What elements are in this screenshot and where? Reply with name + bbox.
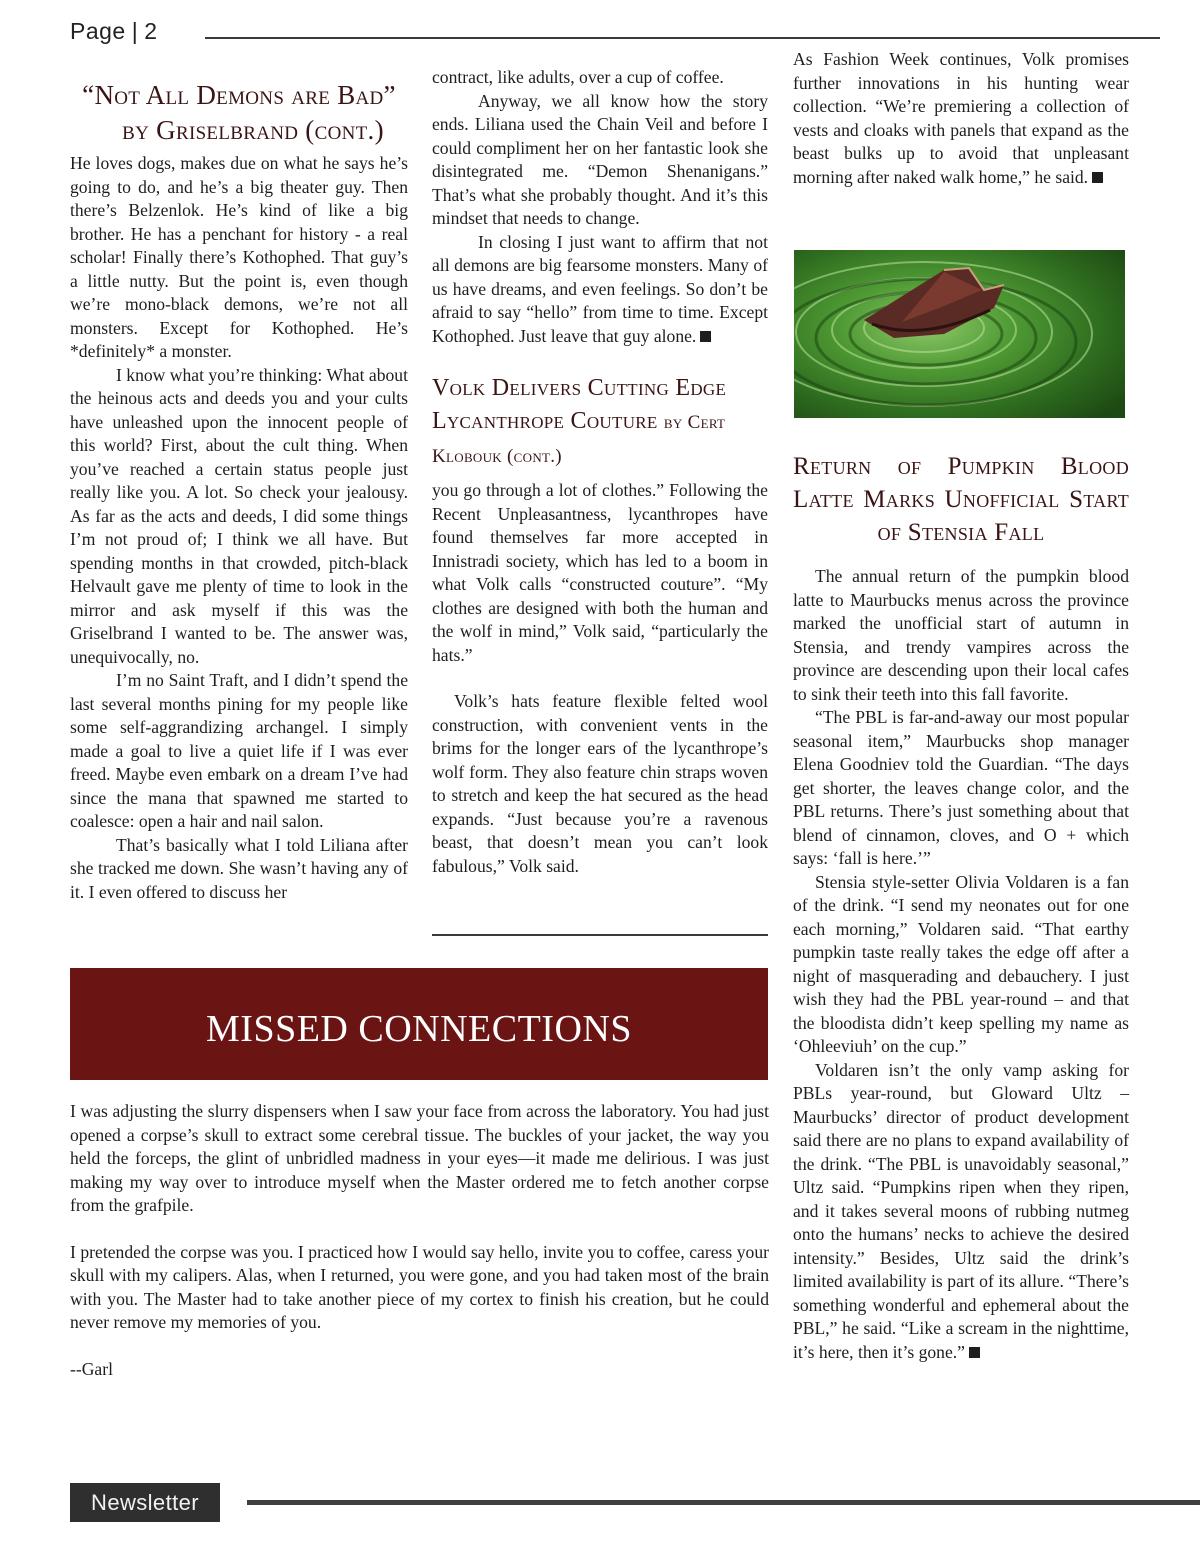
article-demons-byline: by Griselbrand (cont.): [122, 115, 384, 145]
missed-connections-title: MISSED CONNECTIONS: [206, 1008, 632, 1050]
hat-in-water-photo: [794, 250, 1125, 418]
article-pbl-paragraph: “The PBL is far-and-away our most popular seasonal item,” Maurbucks shop manager Elena Goodniev told the Guardian. “The days get shorter, the leaves change color, and the PBL returns. There’s just something about that blend of cinnamon, cloves, and O + which says: ‘fall is here.’”: [793, 707, 1129, 868]
article-demons-paragraph: [432, 231, 768, 349]
article-demons-title: [70, 78, 408, 148]
missed-connections-paragraph: I was adjusting the slurry dispensers when I saw your face from across the laboratory. You had just opened a corpse’s skull to extract some cerebral tissue. The buckles of your jacket, the way you held the forceps, the glint of unbridled madness in your eyes—it made me delirious. I was just making my way over to introduce myself when the Master ordered me to fetch another corpse from the grafpile.: [70, 1101, 769, 1215]
column-divider-rule: [432, 934, 768, 936]
page-label: [70, 18, 158, 45]
missed-connections-signature: --Garl: [70, 1358, 113, 1379]
article-volk-title: [432, 372, 768, 473]
article-demons-title-line1: “Not All Demons are Bad”: [82, 80, 396, 110]
article-volk-byline: by Cert Klobouk (cont.): [432, 412, 726, 467]
article-demons-paragraph: Anyway, we all know how the story ends. Liliana used the Chain Veil and before I could compliment her on her fantastic look she disintegrated me. “Demon Shenanigans.” That’s what she probably thought. And it’s this mindset that needs to change.: [432, 90, 768, 228]
end-mark-icon: [969, 1347, 980, 1358]
article-demons-column: [70, 78, 408, 904]
article-demons-paragraph: contract, like adults, over a cup of coffee.: [432, 67, 724, 87]
article-volk-continued: [793, 48, 1129, 189]
missed-connections-banner: [70, 968, 768, 1080]
hat-in-water-illustration-icon: [794, 250, 1125, 418]
page-number: 2: [144, 18, 158, 44]
end-mark-icon: [1092, 172, 1103, 183]
footer-rule: [247, 1500, 1200, 1505]
header-rule: [205, 37, 1160, 39]
article-demons-paragraph: He loves dogs, makes due on what he says he’s going to do, and he’s a big theater guy. Then there’s Belzenlok. He’s kind of like a big brother. He has a penchant for history - a real scholar! Finally there’s Kothophed. That guy’s a little nutty. But the point is, even though we’re mono-black demons, we’re not all monsters. Except for Kothophed. He’s *definitely* a monster.: [70, 153, 408, 361]
article-volk-paragraph: [793, 48, 1129, 189]
end-mark-icon: [700, 331, 711, 342]
article-pbl-column: [793, 450, 1129, 1364]
article-volk-closing-text: As Fashion Week continues, Volk promises further innovations in his hunting wear collection. “We’re premiering a collection of vests and cloaks with panels that expand as the beast bulks up to avoid that unpleasant morning after naked walk home,” he said.: [793, 49, 1129, 187]
article-pbl-paragraph: [793, 1059, 1129, 1365]
article-volk-paragraph: Volk’s hats feature flexible felted wool construction, with convenient vents in the brims for the longer ears of the lycanthrope’s wolf form. They also feature chin straps woven to stretch and keep the hat secured as the head expands. “Just because you’re a ravenous beast, that doesn’t mean you can’t look fabulous,” Volk said.: [432, 691, 768, 876]
missed-connections-body: [70, 1100, 769, 1404]
footer-newsletter-label: Newsletter: [91, 1489, 199, 1515]
article-demons-paragraph: I’m no Saint Traft, and I didn’t spend the last several months pining for my people like some self-aggrandizing archangel. I simply made a goal to live a quiet life if I was ever freed. Maybe even embark on a dream I’ve had since the mana that spawned me started to coalesce: open a hair and nail salon.: [70, 670, 408, 831]
article-demons-paragraph: That’s basically what I told Liliana after she tracked me down. She wasn’t having any of it. I even offered to discuss her: [70, 834, 408, 902]
article-volk-paragraph: you go through a lot of clothes.” Following the Recent Unpleasantness, lycanthropes have found themselves far more accepted in Innistradi society, which has led to a boom in what Volk calls “constructed couture”. “My clothes are designed with both the human and the wolf in mind,” Volk said, “particularly the hats.”: [432, 480, 768, 665]
article-demons-paragraph: I know what you’re thinking: What about the heinous acts and deeds you and your cults have unleashed upon the innocent people of this world? First, about the cult thing. When you’ve reached a certain status people just really like you. A lot. So check your jealousy. As far as the acts and deeds, I did some things I’m not proud of; I think we all have. But spending months in that crowded, pitch-black Helvault gave me plenty of time to look in the mirror and ask myself if this was the Griselbrand I wanted to be. The answer was, unequivocally, no.: [70, 364, 408, 667]
page-word: Page: [70, 18, 126, 44]
article-demons-closing-text: In closing I just want to affirm that not all demons are big fearsome monsters. Many of us have dreams, and even feelings. So don’t be afraid to say “hello” from time to time. Except Kothophed. Just leave that guy alone.: [432, 231, 768, 346]
article-pbl-closing-text: Voldaren isn’t the only vamp asking for PBLs year-round, but Gloward Ultz – Maurbucks’ director of product development said there are no plans to expand availability of the drink. “The PBL is unavoidably seasonal,” Ultz said. “Pumpkins ripen when they ripen, and it takes several moons of rubbing nutmeg onto the humans’ necks to achieve the desired intensity.” Besides, Ultz said the drink’s limited availability is part of its allure. “There’s something wonderful and ephemeral about the PBL,” he said. “Like a scream in the nighttime, it’s here, then it’s gone.”: [793, 1059, 1129, 1362]
article-pbl-paragraph: The annual return of the pumpkin blood latte to Maurbucks menus across the province marked the unofficial start of autumn in Stensia, and trendy vampires across the province are descending upon their local cafes to sink their teeth into this fall favorite.: [793, 566, 1129, 704]
article-pbl-paragraph: Stensia style-setter Olivia Voldaren is a fan of the drink. “I send my neonates out for one each morning,” Voldaren said. “That earthy pumpkin taste really takes the edge off after a night of masquerading and debauchery. I just wish they had the PBL year-round – and that the bloodista didn’t keep spelling my name as ‘Ohleeviuh’ on the cup.”: [793, 871, 1129, 1056]
article-pbl-title: Return of Pumpkin Blood Latte Marks Unofficial Start of Stensia Fall: [793, 453, 1129, 546]
missed-connections-paragraph: I pretended the corpse was you. I practiced how I would say hello, invite you to coffee, caress your skull with my calipers. Alas, when I returned, you were gone, and you had taken most of the brain with you. The Master had to take another piece of my cortex to finish his creation, but he could never remove my memories of you.: [70, 1241, 769, 1332]
middle-column: [432, 66, 768, 878]
footer-tab: [70, 1483, 220, 1522]
article-volk-title-text: Volk Delivers Cutting Edge Lycanthrope Couture: [432, 375, 727, 434]
page-separator: |: [131, 18, 139, 44]
